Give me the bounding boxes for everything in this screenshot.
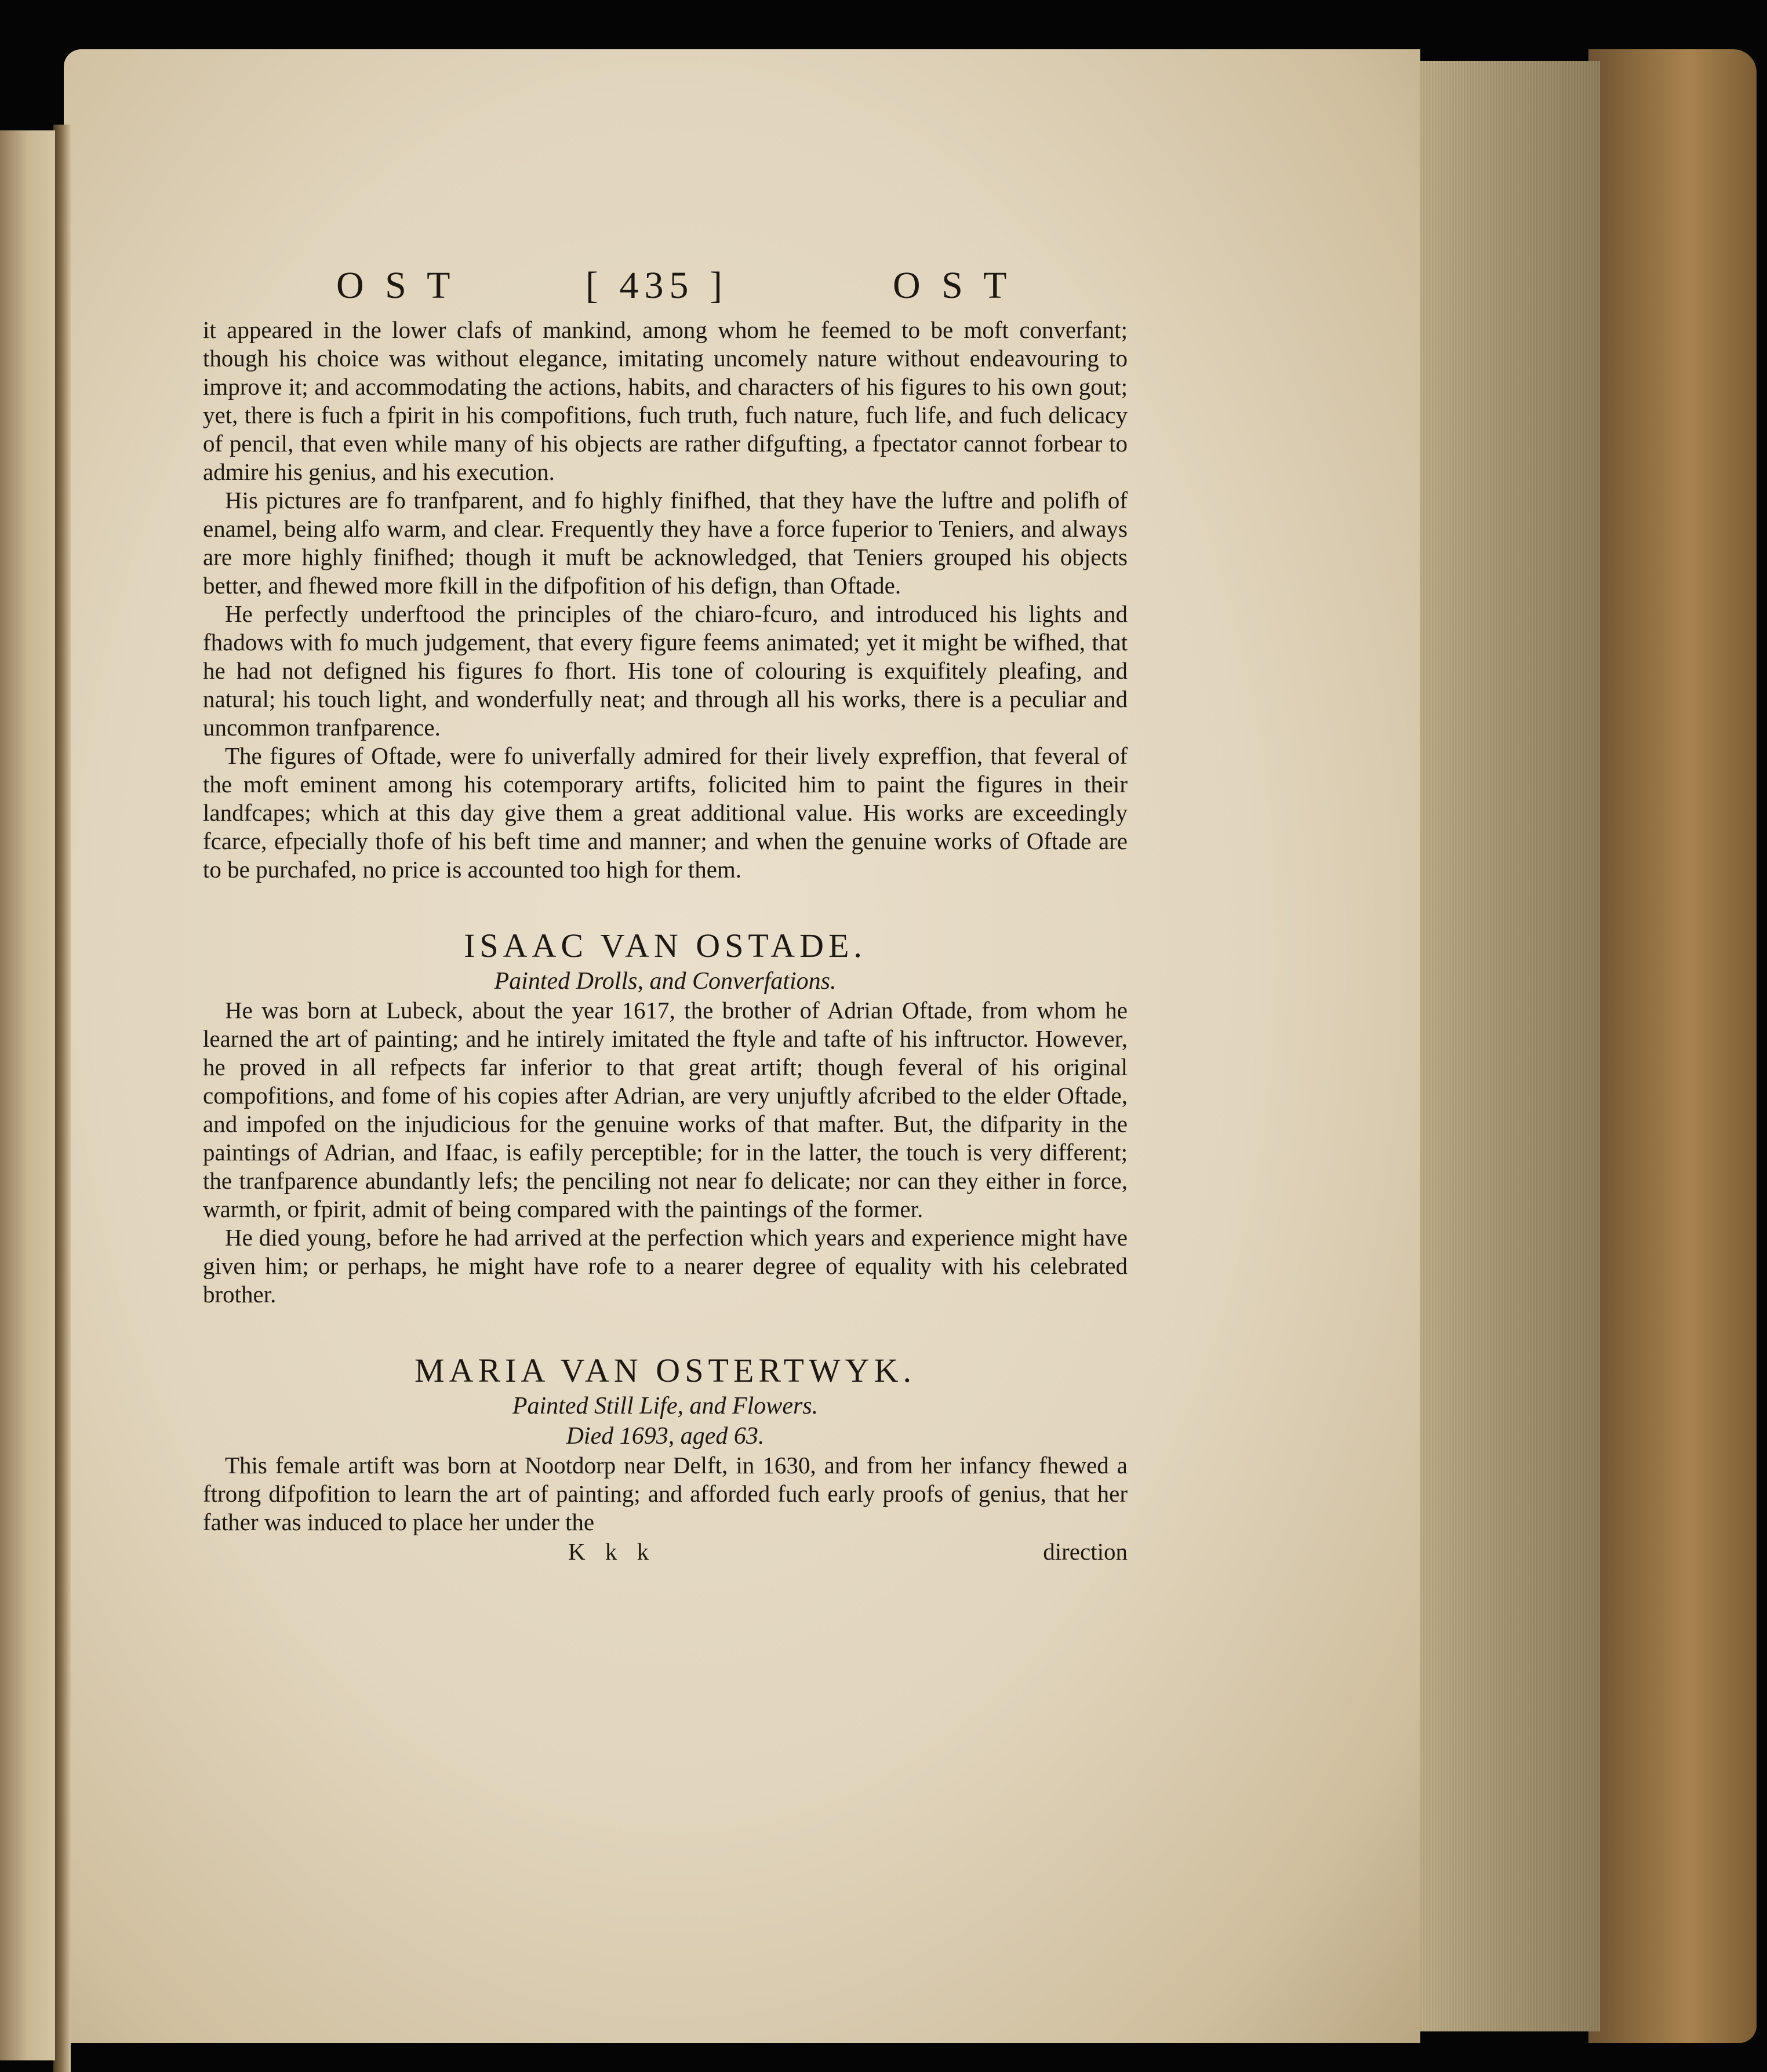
running-head <box>336 264 1159 316</box>
signature-mark: K k k <box>568 1538 656 1565</box>
page-edges <box>1403 61 1600 2031</box>
running-head-right: O S T <box>893 264 1013 307</box>
paragraph: He died young, before he had arrived at the perfection which years and experience might have given him; or perhaps, he might have rofe to a nearer degree of equality with his celebrated brother. <box>203 1224 1128 1308</box>
gutter <box>53 125 71 2072</box>
page-number: [ 435 ] <box>586 264 728 307</box>
book-cover-edge <box>1588 49 1757 2043</box>
section-heading-isaac: ISAAC VAN OSTADE. <box>464 927 867 964</box>
section-dates: Died 1693, aged 63. <box>566 1423 765 1450</box>
section-heading-maria: MARIA VAN OSTERTWYK. <box>415 1352 916 1389</box>
paragraph: This female artift was born at Nootdorp near Delft, in 1630, and from her infancy fhewed a ftrong difpofition to learn the art of painting; and afforded fuch early proofs of genius, that her father was induced to place her under the <box>203 1452 1128 1535</box>
running-head-left: O S T <box>336 264 456 307</box>
catchword: direction <box>1043 1538 1128 1565</box>
section-subtitle: Painted Still Life, and Flowers. <box>512 1393 819 1419</box>
paragraph: it appeared in the lower clafs of mankind, among whom he feemed to be moft converfant; though his choice was without elegance, imitating uncomely nature without endeavouring to improve it; and accommodating the actions, habits, and characters of his figures to his own gout; yet, there is fuch a fpirit in his compofitions, fuch truth, fuch nature, fuch life, and fuch delicacy of pencil, that even while many of his objects are rather difgufting, a fpectator cannot forbear to admire his genius, and his execution. <box>203 316 1128 485</box>
paragraph: The figures of Oftade, were fo univerfally admired for their lively expreffion, that feveral of the moft eminent among his cotemporary artifts, folicited him to paint the figures in their landfcapes; which at this day give them a great additional value. His works are exceedingly fcarce, efpecially thofe of his beft time and manner; and when the genuine works of Oftade are to be purchafed, no price is accounted too high for them. <box>203 742 1128 883</box>
text-block <box>203 264 1128 1567</box>
paragraph: He perfectly underftood the principles of the chiaro-fcuro, and introduced his lights and fhadows with fo much judgement, that every figure feems animated; yet it might be wifhed, that he had not defigned his figures fo fhort. His tone of colouring is exquifitely pleafing, and natural; his touch light, and wonderfully neat; and through all his works, there is a peculiar and uncommon tranfparence. <box>203 600 1128 741</box>
section-subtitle: Painted Drolls, and Converfations. <box>494 968 837 995</box>
left-page-edge <box>0 130 55 2060</box>
paragraph: His pictures are fo tranfparent, and fo highly finifhed, that they have the luftre and polifh of enamel, being alfo warm, and clear. Frequently they have a force fuperior to Teniers, and always are more highly finifhed; though it muft be acknowledged, that Teniers grouped his objects better, and fhewed more fkill in the difpofition of his defign, than Oftade. <box>203 487 1128 599</box>
paragraph: He was born at Lubeck, about the year 1617, the brother of Adrian Oftade, from whom he learned the art of painting; and he intirely imitated the ftyle and tafte of his inftructor. However, he proved in all refpects far inferior to that great artift; though feveral of his original compofitions, and fome of his copies after Adrian, are very unjuftly afcribed to the elder Oftade, and impofed on the injudicious for the genuine works of that mafter. But, the difparity in the paintings of Adrian, and Ifaac, is eafily perceptible; for in the latter, the touch is very different; the tranfparence abundantly lefs; the penciling not near fo delicate; nor can they either in force, warmth, or fpirit, admit of being compared with the paintings of the former. <box>203 997 1128 1222</box>
page-footer <box>203 1536 1128 1567</box>
